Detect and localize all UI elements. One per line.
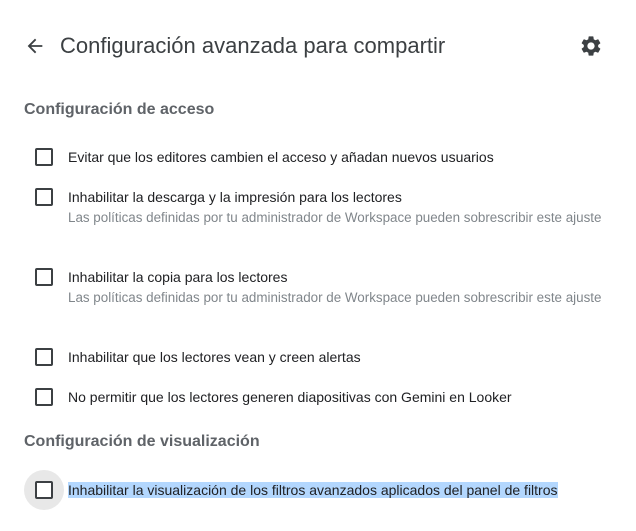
back-button[interactable] (20, 31, 50, 61)
option-label[interactable]: Evitar que los editores cambien el acceso y añadan nuevos usuarios (68, 149, 494, 165)
checkbox-disable-copy[interactable] (24, 257, 64, 297)
display-section-title: Configuración de visualización (24, 433, 260, 450)
option-label[interactable]: No permitir que los lectores generen diapositivas con Gemini en Looker (68, 389, 512, 405)
option-description: Las políticas definidas por tu administrador de Workspace pueden sobrescribir este ajuste (68, 210, 602, 225)
checkbox-disable-gemini-slides[interactable] (24, 377, 64, 417)
settings-button[interactable] (576, 31, 606, 61)
option-label[interactable]: Inhabilitar la descarga y la impresión para los lectores (68, 189, 402, 205)
option-label[interactable]: Inhabilitar que los lectores vean y creen alertas (68, 349, 361, 365)
option-label[interactable]: Inhabilitar la copia para los lectores (68, 269, 288, 285)
gear-icon (579, 34, 603, 58)
checkbox-box (35, 188, 53, 206)
checkbox-disable-advanced-filters-view[interactable] (24, 470, 64, 510)
checkbox-disable-download-print[interactable] (24, 177, 64, 217)
checkbox-disable-alerts[interactable] (24, 337, 64, 377)
checkbox-box (35, 268, 53, 286)
option-description: Las políticas definidas por tu administrador de Workspace pueden sobrescribir este ajuste (68, 290, 602, 305)
page-title: Configuración avanzada para compartir (60, 33, 446, 58)
access-section-title: Configuración de acceso (24, 101, 215, 118)
checkbox-box (35, 148, 53, 166)
checkbox-prevent-editors-change-access[interactable] (24, 137, 64, 177)
checkbox-box (35, 481, 53, 499)
dialog-header (0, 0, 636, 92)
option-label[interactable]: Inhabilitar la visualización de los filtros avanzados aplicados del panel de filtros (68, 482, 558, 498)
checkbox-box (35, 348, 53, 366)
checkbox-box (35, 388, 53, 406)
arrow-back-icon (24, 35, 46, 57)
